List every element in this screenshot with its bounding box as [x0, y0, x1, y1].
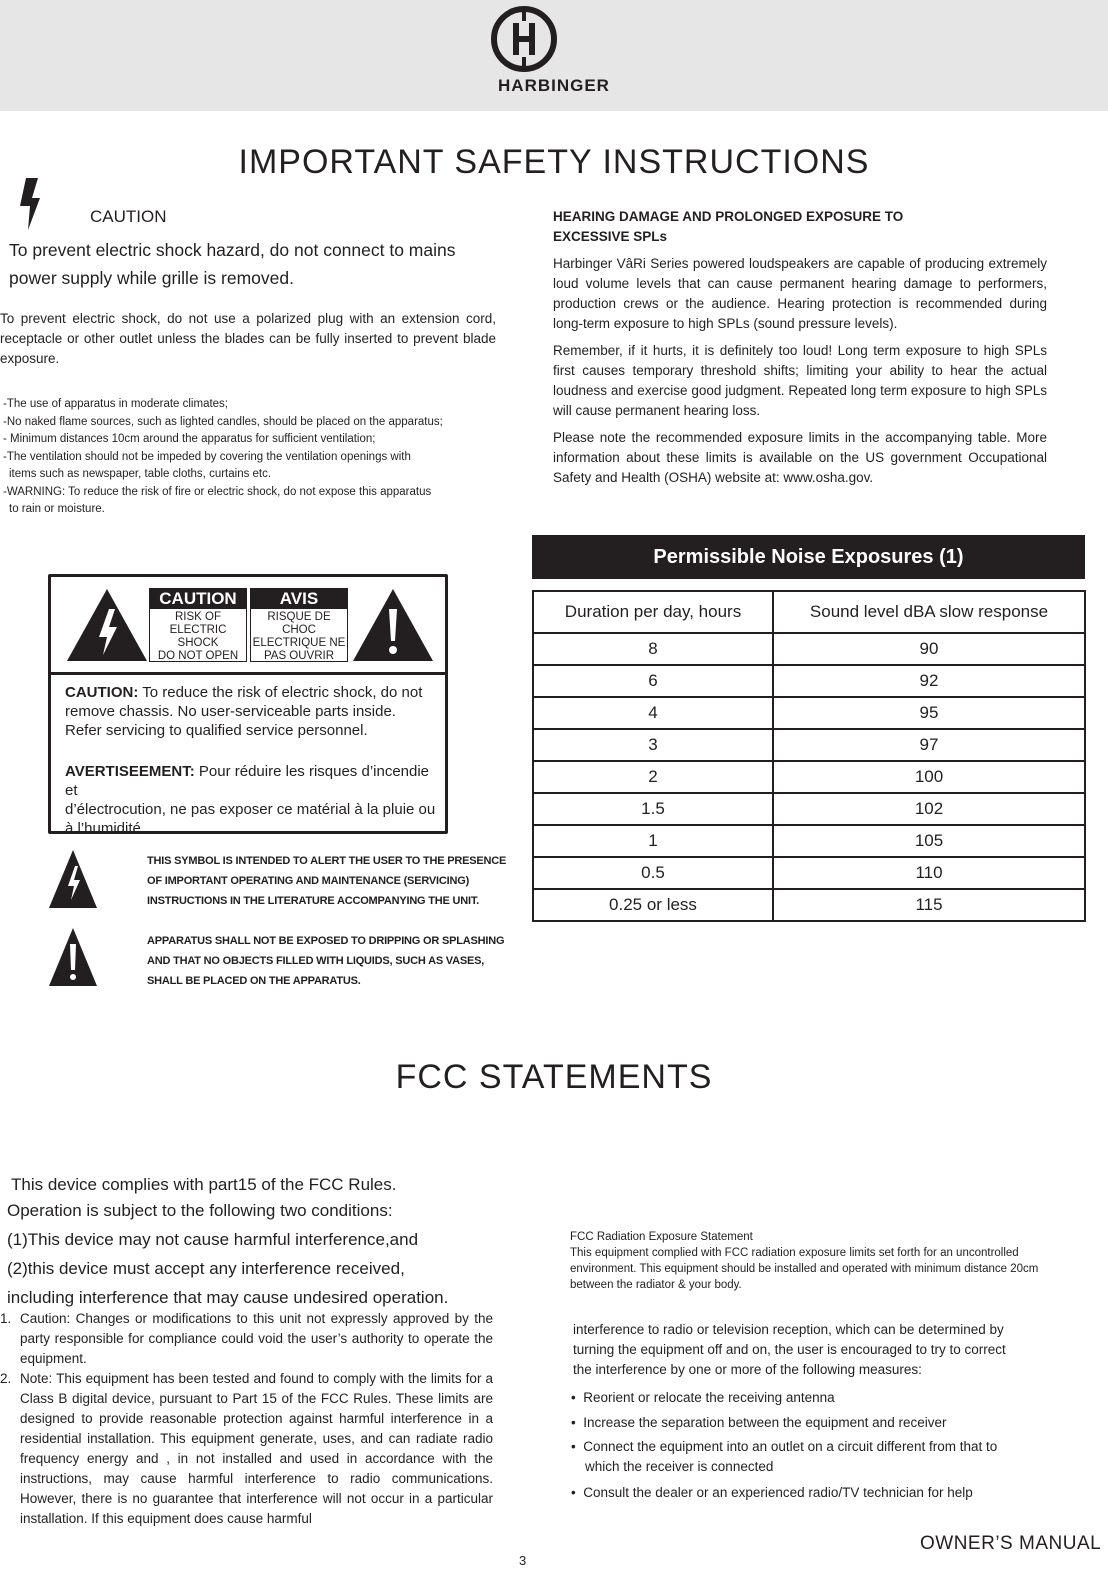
- level-cell: 92: [773, 665, 1085, 697]
- level-cell: 110: [773, 857, 1085, 889]
- caution-text: To prevent electric shock hazard, do not connect to mains power supply while grille is removed.: [9, 240, 456, 288]
- lightning-icon: [16, 178, 42, 230]
- page-number: 3: [519, 1553, 527, 1568]
- exclamation-triangle-icon: [48, 926, 98, 988]
- plug-paragraph: To prevent electric shock, do not use a polarized plug with an extension cord, receptacle or other outlet unless the blades can be fully inserted to prevent blade exposure.: [0, 311, 496, 366]
- footer-manual-label: OWNER’S MANUAL: [920, 1533, 1102, 1554]
- fcc-continuation: interference to radio or television reception, which can be determined by turning the equipment off and on, the user is encouraged to try to correct the interference by one or more of the following measures:: [573, 1322, 1006, 1377]
- duration-cell: 4: [533, 697, 773, 729]
- duration-cell: 8: [533, 633, 773, 665]
- harbinger-logo-icon: [490, 5, 618, 75]
- level-cell: 105: [773, 825, 1085, 857]
- brand-name: HARBINGER: [498, 76, 610, 95]
- splash-symbol-text: APPARATUS SHALL NOT BE EXPOSED TO DRIPPING OR SPLASHING AND THAT NO OBJECTS FILLED WITH LIQUIDS, SUCH AS VASES, SHALL BE PLACED ON THE APPARATUS.: [147, 935, 505, 987]
- level-cell: 97: [773, 729, 1085, 761]
- table-row: [533, 697, 1085, 729]
- level-cell: 102: [773, 793, 1085, 825]
- list-item: • Consult the dealer or an experienced radio/TV technician for help: [571, 1485, 973, 1500]
- hearing-paragraph-2: Remember, if it hurts, it is definitely too loud! Long term exposure to high SPLs first causes temporary threshold shifts; limiting your ability to hear the actual loudness and exercise good judgment. Repeated long term exposure to high SPLs will cause permanent hearing loss.: [553, 343, 1047, 418]
- column-header: Sound level dBA slow response: [773, 591, 1085, 633]
- caution-english: CAUTION: To reduce the risk of electric shock, do not remove chassis. No user-serviceable parts inside. Refer servicing to qualified service personnel.: [65, 684, 423, 739]
- exclamation-triangle-icon: [351, 587, 435, 663]
- fcc-compliance: This device complies with part15 of the FCC Rules. Operation is subject to the following two conditions: (1)This device may not cause harmful interference,and (2)this device must accept any interference received, including interference that may cause undesired operation.: [7, 1175, 449, 1307]
- list-item: • Increase the separation between the equipment and receiver: [571, 1415, 947, 1430]
- level-cell: 115: [773, 889, 1085, 921]
- fcc-radiation-statement: FCC Radiation Exposure Statement This equipment complied with FCC radiation exposure limits set forth for an uncontrolled environment. This equipment should be installed and operated with minimum distance 20cm between the radiator & your body.: [570, 1231, 1039, 1291]
- fcc-measures-list: [571, 1385, 997, 1505]
- duration-cell: 0.5: [533, 857, 773, 889]
- hearing-paragraph-3: Please note the recommended exposure limits in the accompanying table. More information about these limits is available on the US government Occupational Safety and Health (OSHA) website at: www.osha.gov.: [553, 430, 1047, 485]
- avis-sticker: AVIS RISQUE DE CHOC ELECTRIQUE NE PAS OUVRIR: [250, 588, 348, 662]
- duration-cell: 1: [533, 825, 773, 857]
- table-row: [533, 857, 1085, 889]
- table-row: [533, 729, 1085, 761]
- caution-label-box: [48, 574, 448, 837]
- level-cell: 95: [773, 697, 1085, 729]
- table-row: [533, 825, 1085, 857]
- caution-label-band: [51, 577, 445, 675]
- noise-table-title: Permissible Noise Exposures (1): [532, 535, 1085, 579]
- table-row: [533, 665, 1085, 697]
- caution-french: AVERTISEEMENT: Pour réduire les risques d’incendie et d’électrocution, ne pas exposer ce matérial à la pluie ou à l’humidité.: [65, 763, 436, 837]
- table-row: [533, 889, 1085, 921]
- page-title: IMPORTANT SAFETY INSTRUCTIONS: [238, 143, 870, 181]
- fcc-title: FCC STATEMENTS: [395, 1058, 713, 1096]
- list-item: • Reorient or relocate the receiving antenna: [571, 1390, 835, 1405]
- hearing-paragraph-1: Harbinger VâRi Series powered loudspeakers are capable of producing extremely loud volume levels that can cause permanent hearing damage to performers, production crews or the audience. Hearing protection is recommended during long-term exposure to high SPLs (sound pressure levels).: [553, 256, 1047, 331]
- list-item: • Connect the equipment into an outlet on a circuit different from that to: [571, 1439, 998, 1454]
- duration-cell: 2: [533, 761, 773, 793]
- lightning-triangle-icon: [48, 848, 98, 910]
- caution-sticker: CAUTION RISK OF ELECTRIC SHOCK DO NOT OPEN: [149, 588, 247, 662]
- table-header-row: [533, 591, 1085, 633]
- level-cell: 90: [773, 633, 1085, 665]
- duration-cell: 3: [533, 729, 773, 761]
- table-row: [533, 793, 1085, 825]
- caution-label: CAUTION: [90, 207, 167, 226]
- table-row: [533, 761, 1085, 793]
- noise-table: [532, 590, 1086, 922]
- duration-cell: 0.25 or less: [533, 889, 773, 921]
- fcc-item-2: 2. Note: This equipment has been tested and found to comply with the limits for a Class B digital device, pursuant to Part 15 of the FCC Rules. These limits are designed to provide reasonable protection against harmful interference in a residential installation. This equipment generate, uses, and can radiate radio frequency energy and , in not installed and used in accordance with the instructions, may cause harmful interference to radio communications. However, there is no guarantee that interference will not occur in a particular installation. If this equipment does cause harmful: [0, 1371, 493, 1526]
- notes-list: -The use of apparatus in moderate climates; -No naked flame sources, such as lighted candles, should be placed on the apparatus; - Minimum distances 10cm around the apparatus for sufficient ventilation; -The ventilation should not be impeded by covering the ventilation openings with items such as newspaper, table cloths, curtains etc. -WARNING: To reduce the risk of fire or electric shock, do not expose this apparatus to rain or moisture.: [3, 398, 443, 515]
- table-row: [533, 633, 1085, 665]
- hearing-heading: HEARING DAMAGE AND PROLONGED EXPOSURE TO EXCESSIVE SPLs: [553, 209, 904, 244]
- fcc-item-1: 1. Caution: Changes or modifications to this unit not expressly approved by the party responsible for compliance could void the user’s authority to operate the equipment.: [0, 1311, 493, 1366]
- lightning-triangle-icon: [65, 587, 149, 663]
- bolt-symbol-text: THIS SYMBOL IS INTENDED TO ALERT THE USER TO THE PRESENCE OF IMPORTANT OPERATING AND MAINTENANCE (SERVICING) INSTRUCTIONS IN THE LITERATURE ACCOMPANYING THE UNIT.: [147, 855, 507, 907]
- duration-cell: 6: [533, 665, 773, 697]
- level-cell: 100: [773, 761, 1085, 793]
- column-header: Duration per day, hours: [533, 591, 773, 633]
- list-item: which the receiver is connected: [585, 1459, 774, 1474]
- duration-cell: 1.5: [533, 793, 773, 825]
